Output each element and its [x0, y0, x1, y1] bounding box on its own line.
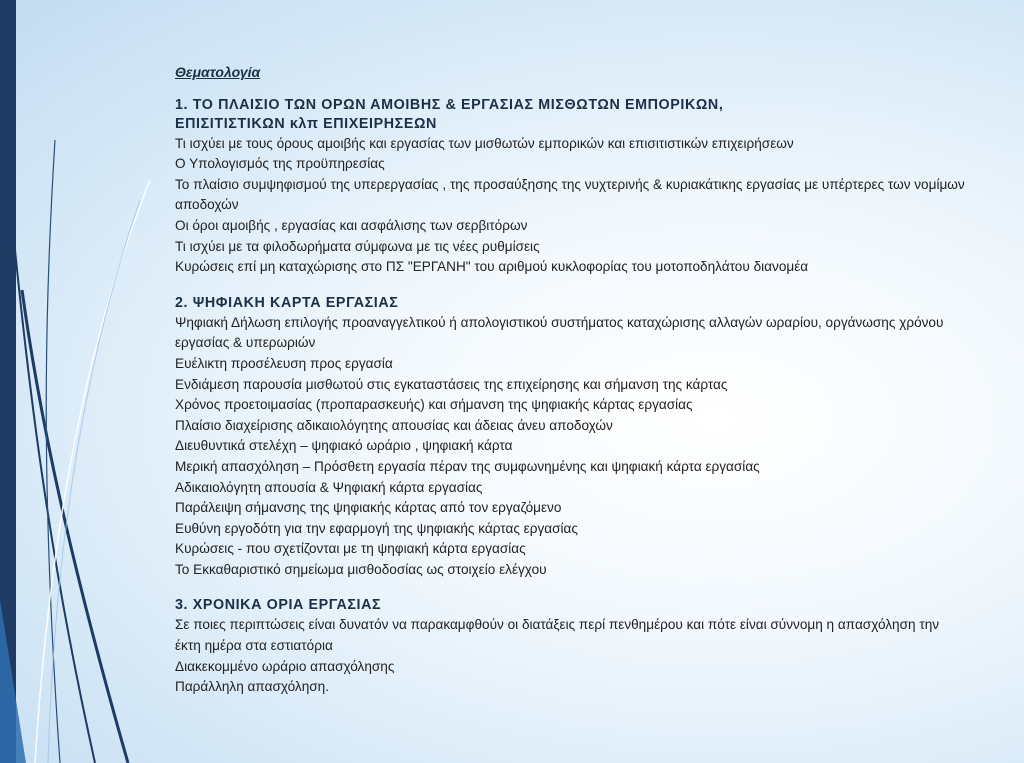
topic-item: Κυρώσεις - που σχετίζονται με τη ψηφιακή κάρτα εργασίας — [175, 541, 526, 557]
swoosh-curve — [46, 140, 60, 763]
topic-item: Ευθύνη εργοδότη για την εφαρμογή της ψηφιακής κάρτας εργασίας — [175, 520, 578, 536]
topic-item: Το πλαίσιο συμψηφισμού της υπερεργασίας , της προσαύξησης της νυχτερινής & κυριακάτικης εργασίας με υπέρτερες των νομίμων αποδοχών — [175, 176, 965, 213]
page-title: Θεματολογία — [175, 64, 261, 80]
topic-item: Παράλληλη απασχόληση. — [175, 679, 330, 695]
section-heading: 1. ΤΟ ΠΛΑΙΣΙΟ ΤΩΝ ΟΡΩΝ ΑΜΟΙΒΗΣ & ΕΡΓΑΣΙΑΣ ΜΙΣΘΩΤΩΝ ΕΜΠΟΡΙΚΩΝ, — [175, 96, 724, 113]
topic-item: Τι ισχύει με τα φιλοδωρήματα σύμφωνα με τις νέες ρυθμίσεις — [175, 238, 540, 254]
section-heading: 3. ΧΡΟΝΙΚΑ ΟΡΙΑ ΕΡΓΑΣΙΑΣ — [175, 597, 382, 614]
topics-content — [175, 62, 965, 714]
swoosh-curve — [48, 200, 140, 763]
topic-item: Παράλειψη σήμανσης της ψηφιακής κάρτας από τον εργαζόμενο — [175, 500, 562, 516]
topic-item: Αδικαιολόγητη απουσία & Ψηφιακή κάρτα εργασίας — [175, 479, 483, 495]
topic-item: Ο Υπολογισμός της προϋπηρεσίας — [175, 156, 385, 172]
section-3 — [175, 596, 965, 697]
topic-item: Διευθυντικά στελέχη – ψηφιακό ωράριο , ψηφιακή κάρτα — [175, 438, 513, 454]
sections-container — [175, 96, 965, 698]
section-heading: 2. ΨΗΦΙΑΚΗ ΚΑΡΤΑ ΕΡΓΑΣΙΑΣ — [175, 294, 399, 311]
section-1 — [175, 96, 965, 278]
topic-item: Ευέλικτη προσέλευση προς εργασία — [175, 355, 393, 371]
swoosh-curve — [22, 290, 128, 763]
topic-item: Μερική απασχόληση – Πρόσθετη εργασία πέραν της συμφωνημένης και ψηφιακή κάρτα εργασίας — [175, 458, 760, 474]
section-2 — [175, 294, 965, 581]
topic-item: Σε ποιες περιπτώσεις είναι δυνατόν να παρακαμφθούν οι διατάξεις περί πενθημέρου και πότε είναι σύννομη η απασχόληση την έκτη ημέρα στα εστιατόρια — [175, 617, 940, 654]
topic-item: Οι όροι αμοιβής , εργασίας και ασφάλισης των σερβιτόρων — [175, 217, 528, 233]
topic-item: Πλαίσιο διαχείρισης αδικαιολόγητης απουσίας και άδειας άνευ αποδοχών — [175, 417, 613, 433]
topic-item: Διακεκομμένο ωράριο απασχόλησης — [175, 658, 395, 674]
topic-item: Χρόνος προετοιμασίας (προπαρασκευής) και σήμανση της ψηφιακής κάρτας εργασίας — [175, 397, 693, 413]
topic-item: Κυρώσεις επί μη καταχώρισης στο ΠΣ "ΕΡΓΑΝΗ" του αριθμού κυκλοφορίας του μοτοποδηλάτου διανομέα — [175, 259, 809, 275]
topic-item: Ψηφιακή Δήλωση επιλογής προαναγγελτικού ή απολογιστικού συστήματος καταχώρισης αλλαγών ωραρίου, οργάνωσης χρόνου εργασίας & υπερωριών — [175, 314, 944, 351]
section-heading: ΕΠΙΣΙΤΙΣΤΙΚΩΝ κλπ ΕΠΙΧΕΙΡΗΣΕΩΝ — [175, 115, 437, 132]
decorative-swooshes — [0, 0, 160, 763]
topic-item: Το Εκκαθαριστικό σημείωμα μισθοδοσίας ως στοιχείο ελέγχου — [175, 561, 547, 577]
topic-item: Ενδιάμεση παρουσία μισθωτού στις εγκαταστάσεις της επιχείρησης και σήμανση της κάρτας — [175, 376, 728, 392]
topic-item: Τι ισχύει με τους όρους αμοιβής και εργασίας των μισθωτών εμπορικών και επισιτιστικών επιχειρήσεων — [175, 135, 794, 151]
